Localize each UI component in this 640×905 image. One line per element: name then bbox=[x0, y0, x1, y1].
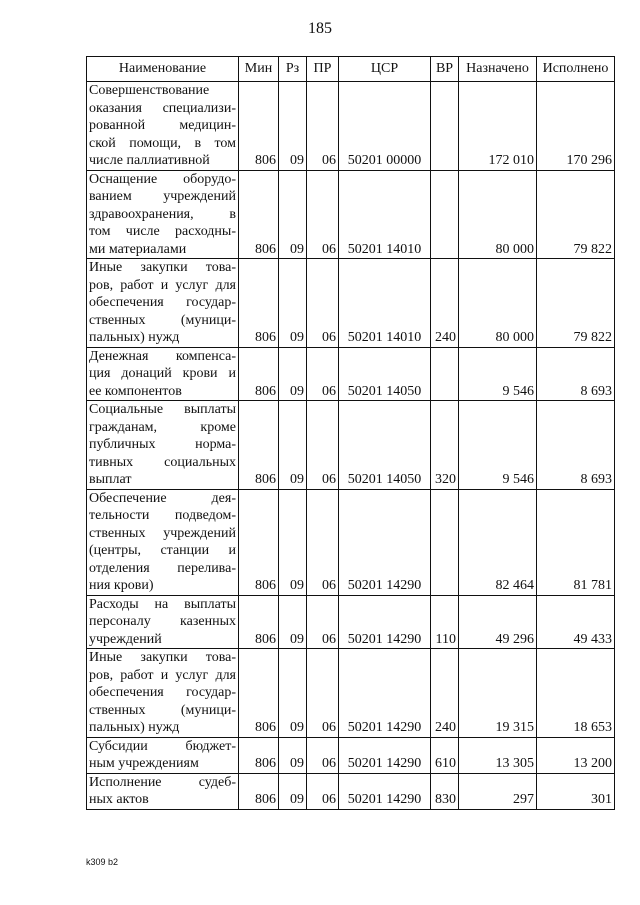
header-executed: Исполнено bbox=[537, 57, 615, 82]
table-row bbox=[87, 401, 615, 490]
cell-name bbox=[87, 82, 239, 171]
cell-name bbox=[87, 737, 239, 773]
cell-name-line: ванием учреждений bbox=[89, 189, 236, 204]
cell-vr: 610 bbox=[431, 737, 459, 773]
cell-name-line: ров, работ и услуг для bbox=[89, 277, 236, 293]
cell-name-line: ных актов bbox=[89, 792, 149, 807]
cell-name bbox=[87, 170, 239, 259]
cell-pr: 06 bbox=[307, 401, 339, 490]
cell-name-line: Обеспечение дея- bbox=[89, 490, 236, 506]
cell-min: 806 bbox=[239, 347, 279, 401]
cell-name-line: выплат bbox=[89, 472, 132, 487]
cell-pr: 06 bbox=[307, 82, 339, 171]
cell-name bbox=[87, 773, 239, 809]
page-number: 185 bbox=[308, 20, 332, 37]
cell-name-line: ров, работ и услуг для bbox=[89, 667, 236, 683]
cell-name bbox=[87, 347, 239, 401]
cell-min: 806 bbox=[239, 489, 279, 595]
cell-pr: 06 bbox=[307, 773, 339, 809]
table-header-row bbox=[87, 57, 615, 82]
cell-vr: 320 bbox=[431, 401, 459, 490]
cell-name-line: оказания специализи- bbox=[89, 100, 236, 116]
cell-csr: 50201 14050 bbox=[339, 401, 431, 490]
cell-min: 806 bbox=[239, 649, 279, 738]
cell-assigned: 82 464 bbox=[459, 489, 537, 595]
cell-name-line: том числе расходны- bbox=[89, 224, 236, 239]
cell-name-line: здравоохранения, в bbox=[89, 206, 236, 222]
cell-csr: 50201 14290 bbox=[339, 489, 431, 595]
cell-executed: 79 822 bbox=[537, 259, 615, 348]
cell-name-line: ее компонентов bbox=[89, 383, 182, 399]
header-pr: ПР bbox=[307, 57, 339, 82]
cell-min: 806 bbox=[239, 170, 279, 259]
cell-pr: 06 bbox=[307, 259, 339, 348]
cell-assigned: 9 546 bbox=[459, 401, 537, 490]
cell-name-line: ственных учреждений bbox=[89, 525, 236, 541]
cell-name bbox=[87, 259, 239, 348]
cell-executed: 8 693 bbox=[537, 401, 615, 490]
cell-min: 806 bbox=[239, 82, 279, 171]
cell-vr: 240 bbox=[431, 259, 459, 348]
cell-pr: 06 bbox=[307, 595, 339, 649]
cell-min: 806 bbox=[239, 401, 279, 490]
cell-rz: 09 bbox=[279, 170, 307, 259]
cell-pr: 06 bbox=[307, 649, 339, 738]
cell-name-line: отделения перелива- bbox=[89, 560, 236, 576]
cell-csr: 50201 00000 bbox=[339, 82, 431, 171]
cell-name-line: тивных социальных bbox=[89, 454, 236, 470]
cell-name-line: ния крови) bbox=[89, 578, 154, 593]
cell-vr: 240 bbox=[431, 649, 459, 738]
cell-assigned: 80 000 bbox=[459, 170, 537, 259]
cell-pr: 06 bbox=[307, 737, 339, 773]
cell-rz: 09 bbox=[279, 489, 307, 595]
cell-name-line: ция донаций крови и bbox=[89, 366, 236, 381]
cell-name-line: Субсидии бюджет- bbox=[89, 738, 236, 754]
cell-min: 806 bbox=[239, 737, 279, 773]
cell-rz: 09 bbox=[279, 773, 307, 809]
cell-pr: 06 bbox=[307, 347, 339, 401]
table-row bbox=[87, 170, 615, 259]
cell-executed: 13 200 bbox=[537, 737, 615, 773]
cell-name-line: Социальные выплаты bbox=[89, 402, 236, 417]
cell-executed: 49 433 bbox=[537, 595, 615, 649]
header-name: Наименование bbox=[87, 57, 239, 82]
cell-csr: 50201 14010 bbox=[339, 170, 431, 259]
cell-name-line: Денежная компенса- bbox=[89, 348, 236, 364]
cell-name-line: тельности подведом- bbox=[89, 508, 236, 523]
cell-name-line: Исполнение судеб- bbox=[89, 774, 236, 790]
cell-csr: 50201 14010 bbox=[339, 259, 431, 348]
cell-name-line: пальных) нужд bbox=[89, 330, 180, 345]
table-row bbox=[87, 595, 615, 649]
cell-min: 806 bbox=[239, 259, 279, 348]
cell-name-line: рованной медицин- bbox=[89, 118, 236, 133]
cell-name bbox=[87, 649, 239, 738]
cell-assigned: 9 546 bbox=[459, 347, 537, 401]
cell-name-line: пальных) нужд bbox=[89, 720, 180, 735]
cell-name-line: ственных (муници- bbox=[89, 702, 236, 718]
cell-csr: 50201 14050 bbox=[339, 347, 431, 401]
cell-rz: 09 bbox=[279, 259, 307, 348]
cell-rz: 09 bbox=[279, 649, 307, 738]
cell-vr: 830 bbox=[431, 773, 459, 809]
cell-pr: 06 bbox=[307, 170, 339, 259]
cell-name-line: Совершенствование bbox=[89, 83, 210, 98]
footer-code: k309 b2 bbox=[86, 857, 119, 867]
cell-name bbox=[87, 401, 239, 490]
table-row bbox=[87, 347, 615, 401]
cell-vr: 110 bbox=[431, 595, 459, 649]
cell-csr: 50201 14290 bbox=[339, 649, 431, 738]
cell-name-line: Иные закупки това- bbox=[89, 650, 236, 665]
cell-name bbox=[87, 595, 239, 649]
table-row bbox=[87, 649, 615, 738]
table-row bbox=[87, 737, 615, 773]
cell-executed: 81 781 bbox=[537, 489, 615, 595]
cell-assigned: 19 315 bbox=[459, 649, 537, 738]
cell-name-line: обеспечения государ- bbox=[89, 295, 236, 310]
header-min: Мин bbox=[239, 57, 279, 82]
cell-assigned: 80 000 bbox=[459, 259, 537, 348]
cell-csr: 50201 14290 bbox=[339, 737, 431, 773]
cell-min: 806 bbox=[239, 773, 279, 809]
cell-assigned: 13 305 bbox=[459, 737, 537, 773]
table-row bbox=[87, 773, 615, 809]
cell-vr bbox=[431, 82, 459, 171]
cell-pr: 06 bbox=[307, 489, 339, 595]
header-assigned: Назначено bbox=[459, 57, 537, 82]
budget-table bbox=[86, 56, 615, 810]
table-row bbox=[87, 489, 615, 595]
cell-name-line: ми материалами bbox=[89, 241, 187, 257]
table-row bbox=[87, 82, 615, 171]
cell-executed: 8 693 bbox=[537, 347, 615, 401]
cell-name-line: гражданам, кроме bbox=[89, 419, 236, 435]
cell-vr bbox=[431, 489, 459, 595]
cell-name-line: ственных (муници- bbox=[89, 312, 236, 328]
cell-name-line: Оснащение оборудо- bbox=[89, 171, 236, 187]
cell-csr: 50201 14290 bbox=[339, 595, 431, 649]
cell-name-line: учреждений bbox=[89, 631, 162, 647]
cell-rz: 09 bbox=[279, 737, 307, 773]
cell-min: 806 bbox=[239, 595, 279, 649]
cell-name bbox=[87, 489, 239, 595]
cell-executed: 301 bbox=[537, 773, 615, 809]
header-rz: Рз bbox=[279, 57, 307, 82]
cell-name-line: Иные закупки това- bbox=[89, 260, 236, 275]
cell-name-line: публичных норма- bbox=[89, 437, 236, 452]
header-vr: ВР bbox=[431, 57, 459, 82]
cell-vr bbox=[431, 347, 459, 401]
cell-assigned: 172 010 bbox=[459, 82, 537, 171]
header-csr: ЦСР bbox=[339, 57, 431, 82]
cell-name-line: (центры, станции и bbox=[89, 543, 236, 558]
cell-csr: 50201 14290 bbox=[339, 773, 431, 809]
cell-rz: 09 bbox=[279, 82, 307, 171]
cell-name-line: ным учреждениям bbox=[89, 756, 199, 771]
cell-rz: 09 bbox=[279, 595, 307, 649]
table-row bbox=[87, 259, 615, 348]
cell-executed: 18 653 bbox=[537, 649, 615, 738]
cell-executed: 79 822 bbox=[537, 170, 615, 259]
cell-name-line: обеспечения государ- bbox=[89, 685, 236, 700]
cell-rz: 09 bbox=[279, 347, 307, 401]
cell-vr bbox=[431, 170, 459, 259]
cell-rz: 09 bbox=[279, 401, 307, 490]
cell-executed: 170 296 bbox=[537, 82, 615, 171]
cell-name-line: числе паллиативной bbox=[89, 153, 210, 168]
cell-name-line: Расходы на выплаты bbox=[89, 596, 236, 612]
table-body bbox=[87, 82, 615, 810]
cell-name-line: персоналу казенных bbox=[89, 614, 236, 629]
cell-assigned: 297 bbox=[459, 773, 537, 809]
cell-assigned: 49 296 bbox=[459, 595, 537, 649]
cell-name-line: ской помощи, в том bbox=[89, 135, 236, 151]
